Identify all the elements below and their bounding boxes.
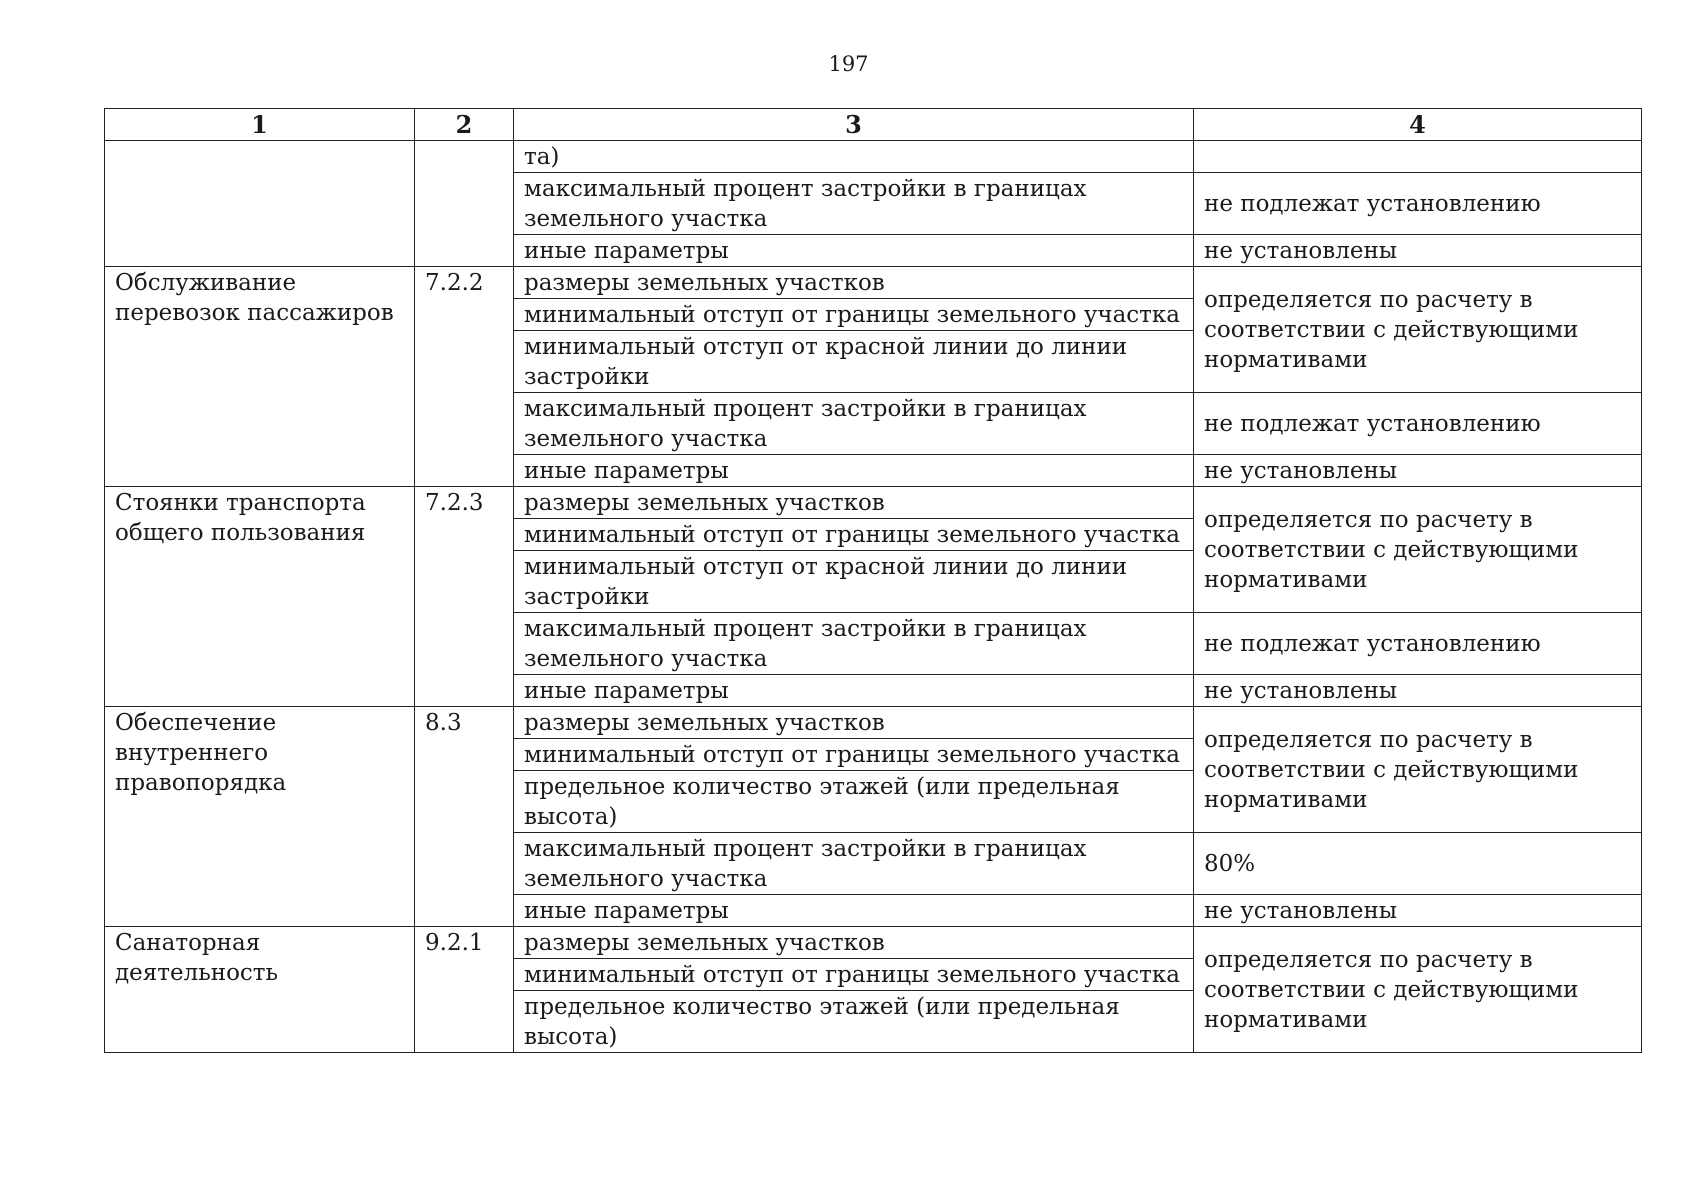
group-name-cell: Санаторная деятельность bbox=[105, 927, 415, 1053]
param-cell: максимальный процент застройки в границах земельного участка bbox=[514, 613, 1194, 675]
value-cell: не установлены bbox=[1194, 675, 1642, 707]
table-row bbox=[105, 707, 1642, 739]
page-number: 197 bbox=[828, 52, 869, 76]
value-cell: определяется по расчету в соответствии с действующими нормативами bbox=[1194, 707, 1642, 833]
group-name-cell: Стоянки транспорта общего пользования bbox=[105, 487, 415, 707]
group-code-cell: 7.2.2 bbox=[415, 267, 514, 487]
group-name-cell: Обеспечение внутреннего правопорядка bbox=[105, 707, 415, 927]
param-cell: размеры земельных участков bbox=[514, 267, 1194, 299]
group-name-cell bbox=[105, 141, 415, 267]
param-cell: иные параметры bbox=[514, 895, 1194, 927]
value-cell: 80% bbox=[1194, 833, 1642, 895]
value-cell bbox=[1194, 141, 1642, 173]
param-cell: иные параметры bbox=[514, 455, 1194, 487]
param-cell: размеры земельных участков bbox=[514, 927, 1194, 959]
value-cell: определяется по расчету в соответствии с действующими нормативами bbox=[1194, 267, 1642, 393]
group-code-cell: 7.2.3 bbox=[415, 487, 514, 707]
header-row bbox=[105, 109, 1642, 141]
param-cell: минимальный отступ от границы земельного участка bbox=[514, 959, 1194, 991]
param-cell: предельное количество этажей (или предельная высота) bbox=[514, 991, 1194, 1053]
table-row bbox=[105, 141, 1642, 173]
param-cell: та) bbox=[514, 141, 1194, 173]
value-cell: не подлежат установлению bbox=[1194, 613, 1642, 675]
value-cell: не установлены bbox=[1194, 235, 1642, 267]
table-row bbox=[105, 487, 1642, 519]
table-row bbox=[105, 927, 1642, 959]
header-col-2: 2 bbox=[415, 109, 514, 141]
param-cell: максимальный процент застройки в границах земельного участка bbox=[514, 833, 1194, 895]
param-cell: минимальный отступ от границы земельного участка bbox=[514, 299, 1194, 331]
table-row bbox=[105, 267, 1642, 299]
param-cell: размеры земельных участков bbox=[514, 487, 1194, 519]
group-code-cell: 8.3 bbox=[415, 707, 514, 927]
param-cell: иные параметры bbox=[514, 675, 1194, 707]
value-cell: определяется по расчету в соответствии с действующими нормативами bbox=[1194, 487, 1642, 613]
param-cell: иные параметры bbox=[514, 235, 1194, 267]
param-cell: максимальный процент застройки в границах земельного участка bbox=[514, 393, 1194, 455]
group-code-cell: 9.2.1 bbox=[415, 927, 514, 1053]
group-code-cell bbox=[415, 141, 514, 267]
header-col-4: 4 bbox=[1194, 109, 1642, 141]
value-cell: не установлены bbox=[1194, 455, 1642, 487]
value-cell: не подлежат установлению bbox=[1194, 173, 1642, 235]
param-cell: минимальный отступ от красной линии до линии застройки bbox=[514, 331, 1194, 393]
param-cell: максимальный процент застройки в границах земельного участка bbox=[514, 173, 1194, 235]
header-col-1: 1 bbox=[105, 109, 415, 141]
param-cell: минимальный отступ от границы земельного участка bbox=[514, 739, 1194, 771]
param-cell: минимальный отступ от границы земельного участка bbox=[514, 519, 1194, 551]
regulations-table bbox=[104, 108, 1642, 1053]
param-cell: минимальный отступ от красной линии до линии застройки bbox=[514, 551, 1194, 613]
header-col-3: 3 bbox=[514, 109, 1194, 141]
param-cell: размеры земельных участков bbox=[514, 707, 1194, 739]
value-cell: определяется по расчету в соответствии с действующими нормативами bbox=[1194, 927, 1642, 1053]
value-cell: не подлежат установлению bbox=[1194, 393, 1642, 455]
param-cell: предельное количество этажей (или предельная высота) bbox=[514, 771, 1194, 833]
group-name-cell: Обслуживание перевозок пассажиров bbox=[105, 267, 415, 487]
value-cell: не установлены bbox=[1194, 895, 1642, 927]
